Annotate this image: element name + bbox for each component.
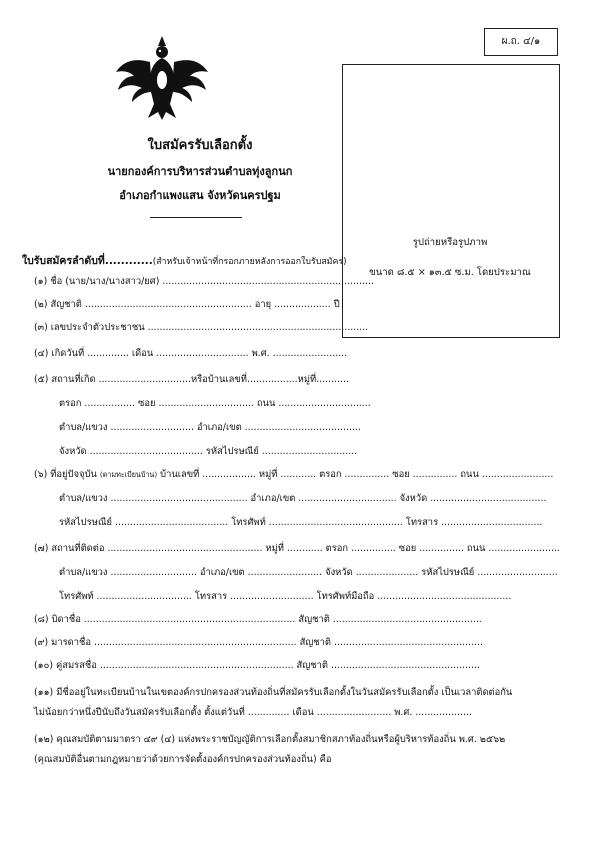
sequence-note: (สำหรับเจ้าหน้าที่กรอกภายหลังการออกใบรับสมัคร) bbox=[152, 257, 347, 267]
form-code-box: ผ.ถ. ๔/๑ bbox=[484, 28, 558, 56]
field-father[interactable]: (๘) บิดาชื่อ ....................................................................... สัญชาติ .................................................. bbox=[34, 614, 482, 625]
photo-box[interactable] bbox=[342, 64, 560, 338]
current-address-note: (ตามทะเบียนบ้าน) bbox=[99, 470, 158, 479]
form-title: ใบสมัครรับเลือกตั้ง bbox=[147, 138, 253, 153]
sequence-label: ใบรับสมัครลำดับที่............ bbox=[22, 255, 153, 267]
qualification-note: (คุณสมบัติอื่นตามกฎหมายว่าด้วยการจัดตั้งองค์กรปกครองส่วนท้องถิ่น) คือ bbox=[34, 754, 332, 765]
position-title: นายกองค์การบริหารส่วนตำบลทุ่งลูกนก bbox=[107, 165, 293, 178]
sequence-number-field[interactable] bbox=[22, 252, 347, 269]
field-birth-date[interactable]: (๔) เกิดวันที่ .............. เดือน ............................... พ.ศ. ......................... bbox=[34, 348, 348, 359]
current-address-fields: บ้านเลขที่ .................. หมู่ที่ ............ ตรอก ............... ซอย ............... ถนน ........................ bbox=[157, 469, 554, 480]
field-spouse[interactable]: (๑๐) คู่สมรสชื่อ ................................................................. สัญชาติ .................................................. bbox=[34, 660, 480, 671]
field-name[interactable]: (๑) ชื่อ (นาย/นาง/นางสาว/ยศ) ....................................................................... bbox=[34, 276, 374, 287]
garuda-emblem-icon bbox=[112, 32, 212, 122]
photo-size-note: ขนาด ๘.๕ × ๑๓.๕ ซ.ม. โดยประมาณ bbox=[369, 267, 531, 278]
title-divider bbox=[150, 217, 242, 218]
photo-label: รูปถ่ายหรือรูปภาพ bbox=[412, 237, 488, 248]
field-contact-district[interactable]: ตำบล/แขวง ............................. อำเภอ/เขต ......................... จังหวัด ..................... รหัสไปรษณีย์ ........................... bbox=[59, 567, 558, 578]
field-birthplace-province[interactable]: จังหวัด ...................................... รหัสไปรษณีย์ ................................ bbox=[59, 446, 358, 457]
residence-clause: (๑๑) มีชื่ออยู่ในทะเบียนบ้านในเขตองค์กรปกครองส่วนท้องถิ่นที่สมัครรับเลือกตั้งในวันสมัครรับเลือกตั้ง เป็นเวลาติดต่อกัน bbox=[34, 687, 513, 698]
field-birthplace[interactable]: (๕) สถานที่เกิด ...............................หรือบ้านเลขที่.................หมู่ที่........... bbox=[34, 374, 349, 385]
field-nationality-age[interactable]: (๒) สัญชาติ ........................................................ อายุ ................... ปี bbox=[34, 299, 340, 310]
field-id-number[interactable]: (๓) เลขประจำตัวประชาชน .......................................................................... bbox=[34, 322, 369, 333]
field-current-address[interactable] bbox=[34, 467, 553, 482]
residence-date-field[interactable]: ไม่น้อยกว่าหนึ่งปีนับถึงวันสมัครรับเลือกตั้ง ตั้งแต่วันที่ .............. เดือน ......................... พ.ศ. ................... bbox=[34, 707, 472, 718]
qualification-clause: (๑๒) คุณสมบัติตามมาตรา ๔๙ (๔) แห่งพระราชบัญญัติการเลือกตั้งสมาชิกสภาท้องถิ่นหรือผู้บริหารท้องถิ่น พ.ศ. ๒๕๖๒ bbox=[34, 734, 506, 745]
district-province: อำเภอกำแพงแสน จังหวัดนครปฐม bbox=[119, 189, 281, 202]
field-birthplace-street[interactable]: ตรอก ................. ซอย ................................ ถนน ............................... bbox=[59, 398, 371, 409]
field-contact-address[interactable]: (๗) สถานที่ติดต่อ .................................................... หมู่ที่ ............ ตรอก ............... ซอย ............... ถนน ........................ bbox=[34, 543, 560, 554]
field-contact-phone[interactable]: โทรศัพท์ ................................ โทรสาร ............................ โทรศัพท์มือถือ ............................................. bbox=[59, 591, 512, 602]
field-mother[interactable]: (๙) มารดาชื่อ .................................................................... สัญชาติ .................................................. bbox=[34, 637, 483, 648]
field-current-district[interactable]: ตำบล/แขวง .............................................. อำเภอ/เขต ................................. จังหวัด ....................................... bbox=[59, 493, 547, 504]
field-birthplace-district[interactable]: ตำบล/แขวง ............................ อำเภอ/เขต ....................................... bbox=[59, 422, 361, 433]
field-current-postal-phone[interactable]: รหัสไปรษณีย์ ...................................... โทรศัพท์ ............................................. โทรสาร .................................. bbox=[59, 517, 543, 528]
current-address-label: (๖) ที่อยู่ปัจจุบัน bbox=[34, 469, 100, 480]
